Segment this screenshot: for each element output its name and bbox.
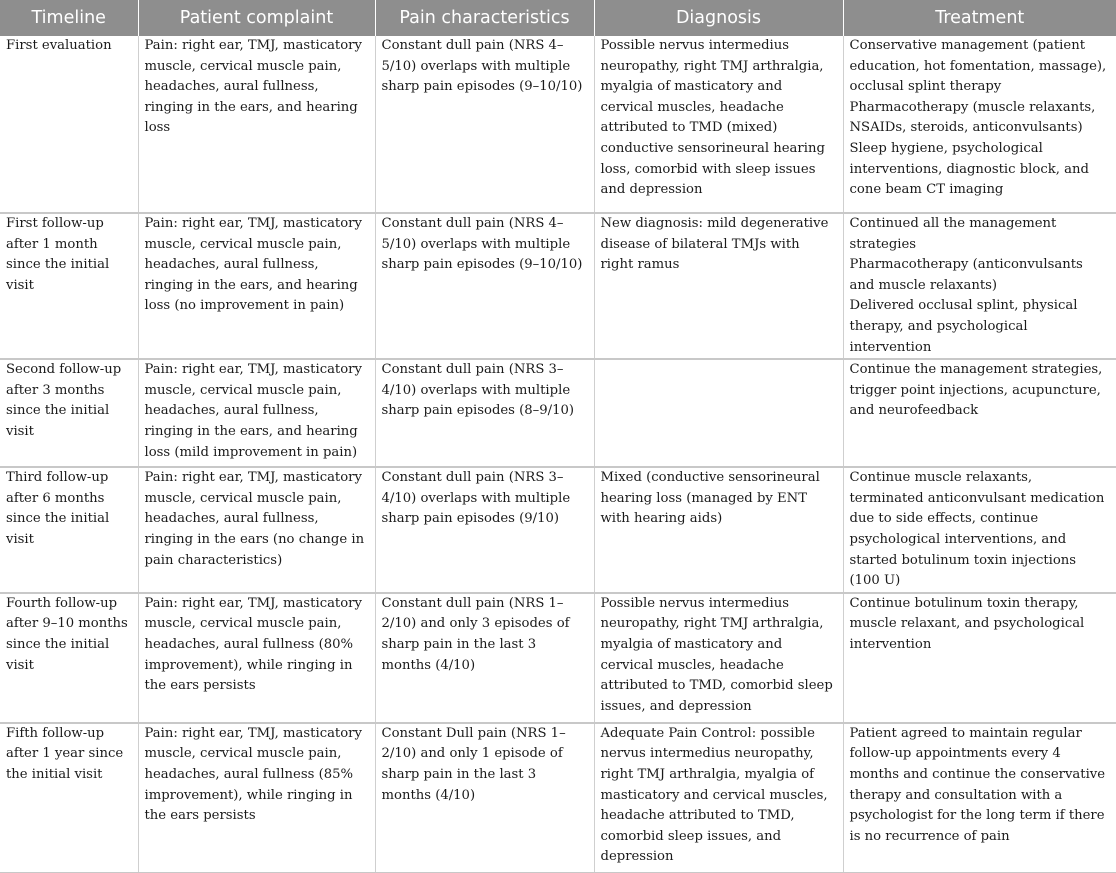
cell-diagnosis: [594, 723, 843, 873]
treatment-line: Continue the management strategies, trigger point injections, acupuncture, and neurofeedback: [849, 362, 1103, 419]
cell-treatment: [843, 213, 1116, 359]
table-row: [0, 723, 1116, 873]
pain-text: Constant dull pain (NRS 3–4/10) overlaps with multiple sharp pain episodes (8–9/10): [381, 362, 575, 419]
complaint-text: Pain: right ear, TMJ, masticatory muscle, cervical muscle pain, headaches, aural fullness, ringing in the ears, and hearing loss (no improvement in pain): [144, 216, 362, 314]
cell-pain: [375, 723, 594, 873]
complaint-text: Pain: right ear, TMJ, masticatory muscle, cervical muscle pain, headaches, aural fullness, ringing in the ears, and hearing loss: [144, 38, 362, 136]
cell-diagnosis: [594, 359, 843, 467]
timeline-text: Second follow-up after 3 months since the initial visit: [6, 362, 122, 439]
cell-treatment: [843, 36, 1116, 213]
table-row: [0, 593, 1116, 723]
header-pain-characteristics: Pain characteristics: [375, 0, 594, 36]
pain-text: Constant dull pain (NRS 3–4/10) overlaps with multiple sharp pain episodes (9/10): [381, 470, 571, 527]
cell-complaint: [138, 359, 375, 467]
cell-diagnosis: [594, 593, 843, 723]
table-row: [0, 467, 1116, 593]
cell-treatment: [843, 359, 1116, 467]
pain-text: Constant Dull pain (NRS 1–2/10) and only 1 episode of sharp pain in the last 3 months (4/10): [381, 725, 566, 803]
treatment-line: Sleep hygiene, psychological interventions, diagnostic block, and cone beam CT imaging: [849, 140, 1089, 198]
pain-text: Constant dull pain (NRS 4–5/10) overlaps with multiple sharp pain episodes (9–10/10): [381, 216, 583, 273]
table-body: [0, 36, 1116, 873]
cell-pain: [375, 467, 594, 593]
cell-pain: [375, 213, 594, 359]
treatment-line: Pharmacotherapy (muscle relaxants, NSAIDs, steroids, anticonvulsants): [849, 99, 1096, 136]
header-timeline: Timeline: [0, 0, 138, 36]
table-row: [0, 213, 1116, 359]
diagnosis-text: New diagnosis: mild degenerative disease of bilateral TMJs with right ramus: [600, 216, 829, 273]
table-header: [0, 0, 1116, 36]
cell-timeline: [0, 467, 138, 593]
cell-treatment: [843, 723, 1116, 873]
cell-pain: [375, 593, 594, 723]
header-row: [0, 0, 1116, 36]
treatment-line: Pharmacotherapy (anticonvulsants and muscle relaxants): [849, 257, 1083, 293]
cell-complaint: [138, 467, 375, 593]
timeline-text: Fourth follow-up after 9–10 months since the initial visit: [6, 595, 128, 673]
cell-complaint: [138, 213, 375, 359]
timeline-text: Fifth follow-up after 1 year since the initial visit: [6, 725, 124, 782]
timeline-text: First evaluation: [6, 38, 112, 53]
cell-timeline: [0, 359, 138, 467]
treatment-line: Continued all the management strategies: [849, 216, 1057, 252]
complaint-text: Pain: right ear, TMJ, masticatory muscle, cervical muscle pain, headaches, aural fullness (80% improvement), while ringing in the ears persists: [144, 595, 362, 694]
cell-pain: [375, 36, 594, 213]
timeline-text: Third follow-up after 6 months since the initial visit: [6, 470, 110, 547]
cell-diagnosis: [594, 36, 843, 213]
cell-timeline: [0, 723, 138, 873]
cell-pain: [375, 359, 594, 467]
complaint-text: Pain: right ear, TMJ, masticatory muscle, cervical muscle pain, headaches, aural fullness, ringing in the ears (no change in pain characteristics): [144, 470, 365, 568]
cell-timeline: [0, 36, 138, 213]
treatment-line: Continue muscle relaxants, terminated anticonvulsant medication due to side effects, continue psychological interventions, and started botulinum toxin injections (100 U): [849, 470, 1105, 589]
header-treatment: Treatment: [843, 0, 1116, 36]
cell-diagnosis: [594, 467, 843, 593]
cell-timeline: [0, 593, 138, 723]
cell-complaint: [138, 723, 375, 873]
table-row: [0, 36, 1116, 213]
diagnosis-text: Mixed (conductive sensorineural hearing loss (managed by ENT with hearing aids): [600, 470, 820, 527]
diagnosis-text: Adequate Pain Control: possible nervus intermedius neuropathy, right TMJ arthralgia, myalgia of masticatory and cervical muscles, headache attributed to TMD, comorbid sleep issues, and depression: [600, 725, 828, 865]
pain-text: Constant dull pain (NRS 1–2/10) and only 3 episodes of sharp pain in the last 3 months (4/10): [381, 595, 570, 673]
header-diagnosis: Diagnosis: [594, 0, 843, 36]
header-patient-complaint: Patient complaint: [138, 0, 375, 36]
treatment-line: Patient agreed to maintain regular follow-up appointments every 4 months and continue the conservative therapy and consultation with a psychologist for the long term if there is no recurrence of pain: [849, 725, 1106, 844]
cell-complaint: [138, 593, 375, 723]
treatment-line: Continue botulinum toxin therapy, muscle relaxant, and psychological intervention: [849, 595, 1085, 652]
cell-treatment: [843, 467, 1116, 593]
table-row: [0, 359, 1116, 467]
cell-complaint: [138, 36, 375, 213]
pain-text: Constant dull pain (NRS 4–5/10) overlaps with multiple sharp pain episodes (9–10/10): [381, 38, 583, 95]
treatment-line: Conservative management (patient education, hot fomentation, massage), occlusal splint therapy: [849, 38, 1107, 95]
cell-diagnosis: [594, 213, 843, 359]
treatment-line: Delivered occlusal splint, physical therapy, and psychological intervention: [849, 298, 1078, 355]
cell-timeline: [0, 213, 138, 359]
complaint-text: Pain: right ear, TMJ, masticatory muscle, cervical muscle pain, headaches, aural fullness (85% improvement), while ringing in the ears persists: [144, 725, 362, 824]
cell-treatment: [843, 593, 1116, 723]
diagnosis-text: Possible nervus intermedius neuropathy, right TMJ arthralgia, myalgia of masticatory and cervical muscles, headache attributed to TMD, comorbid sleep issues, and depression: [600, 595, 833, 714]
timeline-text: First follow-up after 1 month since the initial visit: [6, 216, 110, 293]
diagnosis-text: Possible nervus intermedius neuropathy, right TMJ arthralgia, myalgia of masticatory and cervical muscles, headache attributed to TMD (mixed) conductive sensorineural hearing loss, comorbid with sleep issues and depression: [600, 38, 825, 198]
complaint-text: Pain: right ear, TMJ, masticatory muscle, cervical muscle pain, headaches, aural fullness, ringing in the ears, and hearing loss (mild improvement in pain): [144, 362, 362, 460]
